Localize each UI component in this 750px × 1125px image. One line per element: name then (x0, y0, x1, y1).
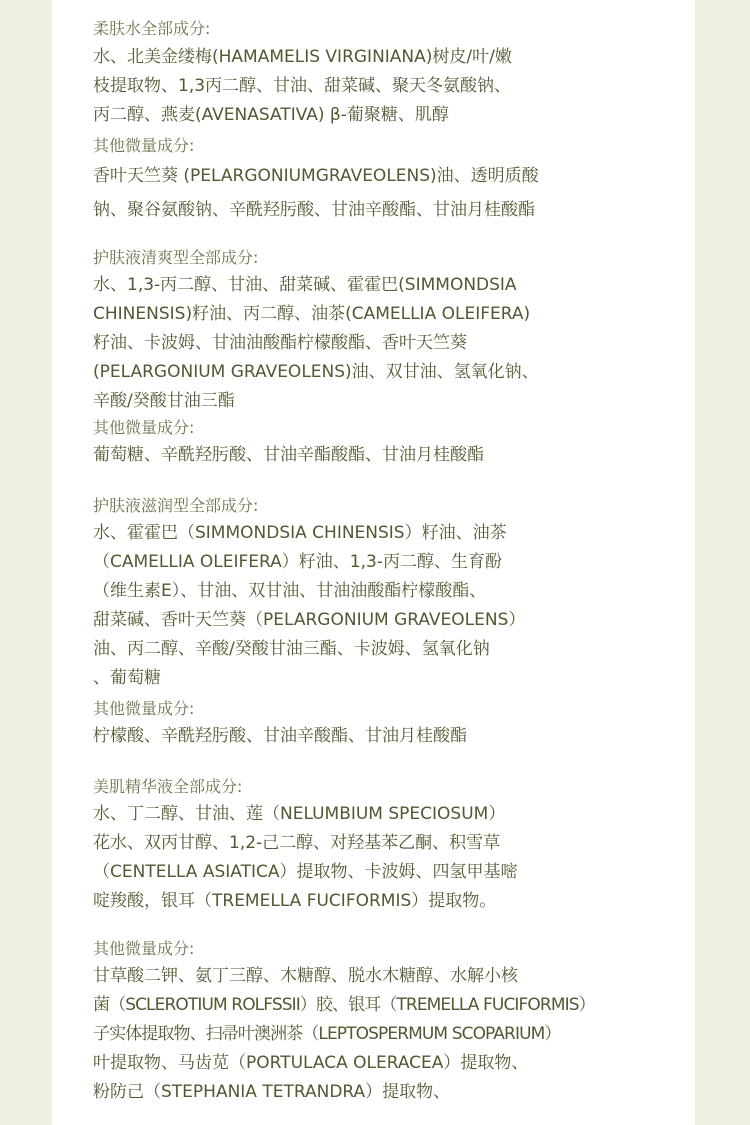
ingredient-line: 辛酸/癸酸甘油三酯 (93, 391, 235, 411)
ingredient-line: 油、丙二醇、辛酸/癸酸甘油三酯、卡波姆、氢氧化钠 (93, 639, 490, 659)
ingredient-line: （CENTELLA ASIATICA）提取物、卡波姆、四氢甲基嘧 (93, 862, 518, 882)
ingredient-list (93, 43, 539, 130)
ingredient-list (93, 800, 595, 916)
ingredient-line: （CAMELLIA OLEIFERA）籽油、1,3-丙二醇、生育酚 (93, 552, 502, 572)
ingredient-line: 籽油、卡波姆、甘油油酸酯柠檬酸酯、香叶天竺葵 (93, 333, 467, 353)
ingredient-line: 水、北美金缕梅(HAMAMELIS VIRGINIANA)树皮/叶/嫩 (93, 47, 512, 67)
ingredient-line: 、葡萄糖 (93, 668, 161, 688)
section-title: 护肤液滋润型全部成分: (93, 496, 259, 515)
trace-ingredient-list (93, 441, 539, 470)
section-title: 护肤液清爽型全部成分: (93, 248, 259, 267)
ingredient-list (93, 519, 525, 693)
ingredient-line: 柠檬酸、辛酰羟肟酸、甘油辛酸酯、甘油月桂酸酯 (93, 726, 467, 746)
trace-title: 其他微量成分: (93, 136, 195, 155)
ingredient-line: （维生素E）、甘油、双甘油、甘油油酸酯柠檬酸酯、 (93, 581, 487, 601)
ingredient-line: 水、丁二醇、甘油、莲（NELUMBIUM SPECIOSUM） (93, 804, 506, 824)
ingredient-line: 葡萄糖、辛酰羟肟酸、甘油辛酯酸酯、甘油月桂酸酯 (93, 445, 484, 465)
ingredient-line: 枝提取物、1,3丙二醇、甘油、甜菜碱、聚天冬氨酸钠、 (93, 76, 512, 96)
ingredient-line: 叶提取物、马齿苋（PORTULACA OLERACEA）提取物、 (93, 1053, 529, 1073)
ingredient-line: 钠、聚谷氨酸钠、辛酰羟肟酸、甘油辛酸酯、甘油月桂酸酯 (93, 200, 535, 220)
trace-ingredient-list (93, 159, 539, 227)
ingredient-line: 啶羧酸，银耳（TREMELLA FUCIFORMIS）提取物。 (93, 891, 497, 911)
ingredient-line: 香叶天竺葵 (PELARGONIUMGRAVEOLENS)油、透明质酸 (93, 166, 539, 186)
lotion-light-ingredients-section (93, 246, 539, 470)
ingredient-line: 甘草酸二钾、氨丁三醇、木糖醇、脱水木糖醇、水解小核 (93, 966, 518, 986)
trace-title: 其他微量成分: (93, 939, 195, 958)
ingredient-line: 水、1,3-丙二醇、甘油、甜菜碱、霍霍巴(SIMMONDSIA (93, 275, 517, 295)
ingredient-line: (PELARGONIUM GRAVEOLENS)油、双甘油、氢氧化钠、 (93, 362, 539, 382)
essence-ingredients-section (93, 775, 595, 1107)
trace-title: 其他微量成分: (93, 699, 195, 718)
ingredient-line: 菌（SCLEROTIUM ROLFSSII）胶、银耳（TREMELLA FUCIFORMIS） (93, 995, 595, 1015)
trace-ingredient-list (93, 722, 525, 751)
lotion-moist-ingredients-section (93, 494, 525, 751)
ingredient-line: 水、霍霍巴（SIMMONDSIA CHINENSIS）籽油、油茶 (93, 523, 507, 543)
ingredient-line: 花水、双丙甘醇、1,2-己二醇、对羟基苯乙酮、积雪草 (93, 833, 501, 853)
ingredient-line: CHINENSIS)籽油、丙二醇、油茶(CAMELLIA OLEIFERA) (93, 304, 531, 324)
trace-ingredient-list (93, 962, 595, 1107)
trace-title: 其他微量成分: (93, 418, 195, 437)
ingredient-line: 甜菜碱、香叶天竺葵（PELARGONIUM GRAVEOLENS） (93, 610, 526, 630)
section-title: 美肌精华液全部成分: (93, 777, 243, 796)
ingredient-line: 粉防己（STEPHANIA TETRANDRA）提取物、 (93, 1082, 451, 1102)
section-title: 柔肤水全部成分: (93, 19, 211, 38)
toner-ingredients-section (93, 17, 539, 227)
ingredient-line: 丙二醇、燕麦(AVENASATIVA) β-葡聚糖、肌醇 (93, 105, 449, 125)
ingredient-list (93, 271, 539, 416)
ingredient-line: 子实体提取物、扫帚叶澳洲茶（LEPTOSPERMUM SCOPARIUM） (93, 1024, 561, 1044)
